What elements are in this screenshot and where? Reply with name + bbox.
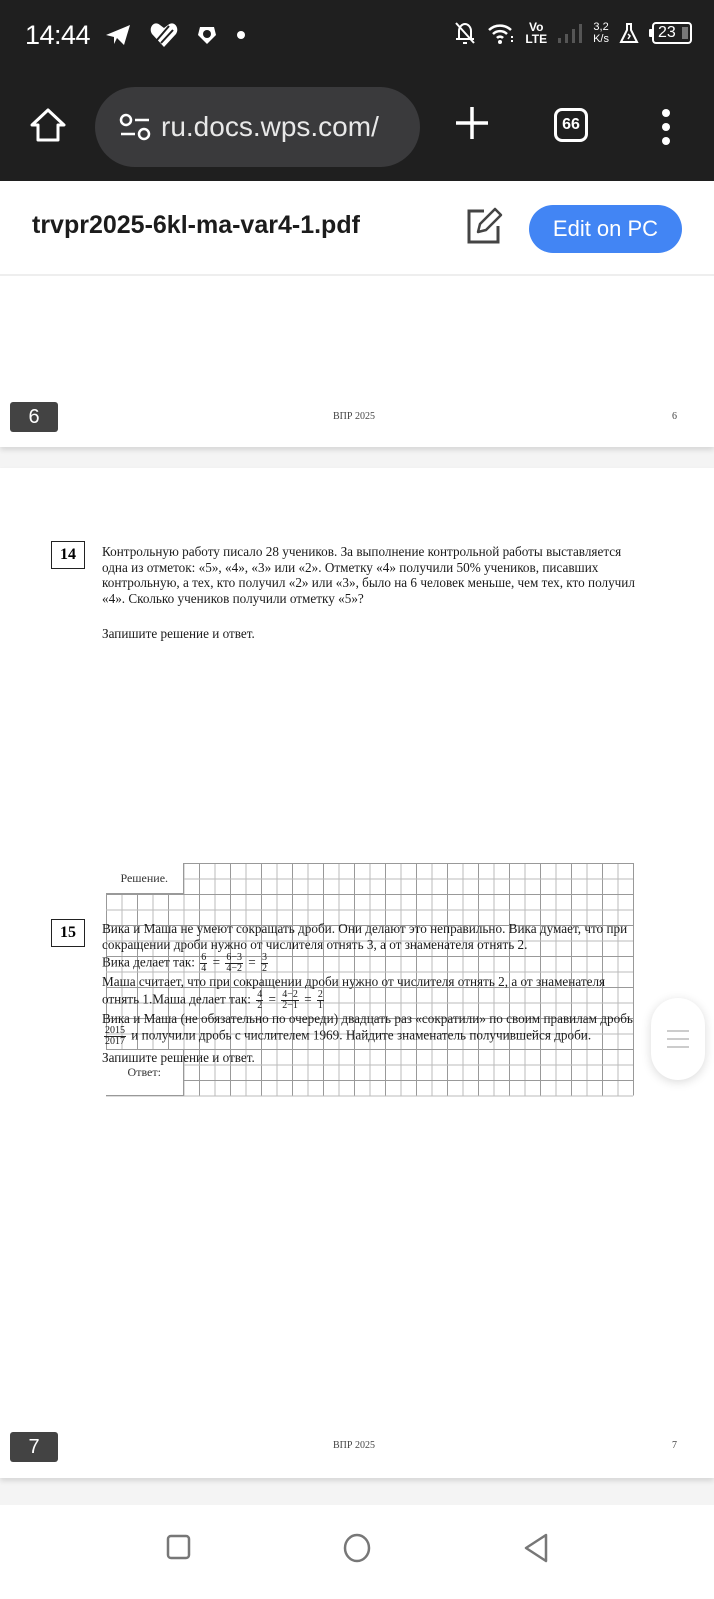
document-title: trvpr2025-6kl-ma-var4-1.pdf: [32, 211, 360, 239]
task-15-text: Вика и Маша не умеют сокращать дроби. Они делают это неправильно. Вика думает, что при сокращении дроби нужно от числителя отнять 3, а от знаменателя отнять 2. Вика делает так: $\frac{6}{4}$ = $\frac{6-3}{4-2}$ = $\frac{3}{2}$ Маша считает, что при сокращении дроби нужно от числителя отнять 2, а от знаменателя отнять 1.Маша делает так: $\frac{4}{2}$ = $\frac{4-2}{2-1}$ = $\frac{2}{1}$ Вика и Маша (не обязательно по очереди) двадцать раз «сократили» по своим правилам дробь $\frac{2015}{2017}$ и получили дробь с числителем 1969. Найдите знаменатель получившейся дроби. Запишите решение и ответ.: [102, 921, 642, 1066]
shield-icon: [196, 24, 218, 46]
fraction: $\frac{2015}{2017}$: [105, 1025, 125, 1047]
page-number-badge: 6: [10, 402, 58, 432]
document-header: [0, 181, 714, 276]
scroll-handle[interactable]: [651, 998, 705, 1080]
fraction: $\frac{4}{2}$: [257, 988, 263, 1011]
pdf-page-6: [0, 277, 714, 447]
dot-icon: [236, 30, 246, 40]
tab-switcher-button[interactable]: 66: [554, 108, 588, 142]
telegram-icon: [104, 23, 132, 47]
fraction: $\frac{3}{2}$: [261, 952, 267, 974]
task-number-15: 15: [51, 919, 85, 947]
more-menu-icon[interactable]: [658, 107, 674, 147]
status-bar: [0, 0, 714, 75]
fraction: $\frac{2}{1}$: [317, 988, 323, 1011]
fraction: $\frac{6}{4}$: [201, 952, 207, 974]
solution-label: Решение.: [106, 863, 184, 894]
system-nav-bar: [0, 1505, 714, 1599]
page-footer-title: ВПР 2025: [333, 411, 375, 422]
recents-icon[interactable]: [166, 1533, 192, 1561]
flask-icon: [619, 22, 639, 44]
home-icon[interactable]: [28, 105, 68, 145]
page-footer-number: 7: [672, 1440, 677, 1451]
page-footer-title: ВПР 2025: [333, 1440, 375, 1451]
network-speed: 3,2 K/s: [593, 21, 609, 45]
task-number-14: 14: [51, 541, 85, 569]
volte-indicator: Vo LTE: [525, 20, 548, 46]
pdf-viewer[interactable]: [0, 277, 714, 1505]
browser-toolbar: [0, 75, 714, 181]
page-number-badge: 7: [10, 1432, 58, 1462]
wifi-icon: [487, 21, 515, 45]
status-time: 14:44: [25, 20, 91, 50]
new-tab-icon[interactable]: [454, 105, 490, 141]
site-settings-icon[interactable]: [119, 113, 151, 141]
fraction: $\frac{6-3}{4-2}$: [226, 952, 242, 974]
battery-indicator: 23: [649, 22, 692, 44]
back-icon[interactable]: [522, 1532, 550, 1564]
edit-on-pc-button[interactable]: Edit on PC: [529, 205, 682, 253]
task-15-instruction: Запишите решение и ответ.: [102, 1050, 255, 1065]
nav-home-icon[interactable]: [342, 1532, 372, 1564]
answer-label: Ответ:: [106, 1049, 184, 1096]
signal-icon: [557, 22, 583, 44]
fraction: $\frac{4-2}{2-1}$: [282, 988, 298, 1011]
bell-muted-icon: [453, 20, 477, 46]
task-14-instruction: Запишите решение и ответ.: [102, 626, 255, 641]
task-14-text: Контрольную работу писало 28 учеников. За выполнение контрольной работы выставляется одна из отметок: «5», «4», «3» или «2». Отметку «4» получили 50% учеников, писавших контрольную, а тех, кто получил «2» или «3», было на 6 человек меньше, чем тех, кто получил «4». Сколько учеников получили отметку «5»?: [102, 544, 635, 606]
heart-icon: [150, 22, 178, 48]
address-bar[interactable]: [95, 87, 420, 167]
page-footer-number: 6: [672, 411, 677, 422]
url-text: ru.docs.wps.com/: [161, 111, 379, 142]
edit-icon[interactable]: [464, 206, 504, 246]
pdf-page-7: [0, 468, 714, 1478]
